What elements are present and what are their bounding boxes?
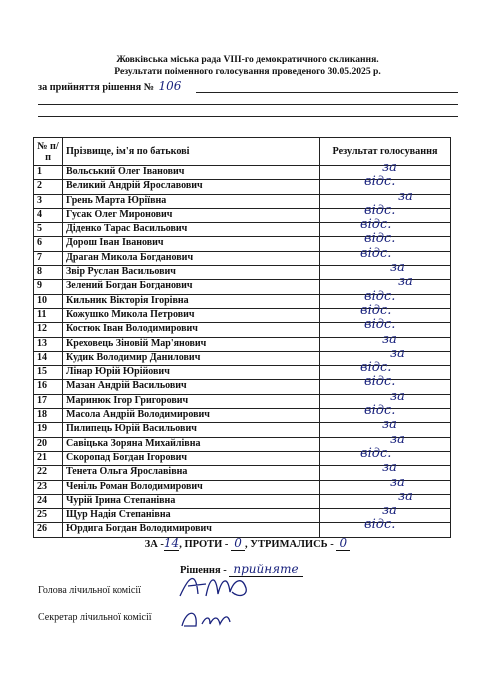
row-vote: за	[382, 417, 397, 433]
secretary-label: Секретар лічильної комісії	[38, 612, 152, 623]
row-name: Гусак Олег Миронович	[63, 208, 320, 222]
row-number: 23	[34, 480, 63, 494]
row-name: Великий Андрій Ярославович	[63, 180, 320, 194]
row-number: 24	[34, 494, 63, 508]
row-vote: відс.	[360, 245, 392, 261]
row-name: Скоропад Богдан Ігорович	[63, 451, 320, 465]
row-name: Мазан Андрій Васильович	[63, 380, 320, 394]
row-vote: відс.	[364, 288, 396, 304]
row-vote: відс.	[360, 302, 392, 318]
row-vote: за	[390, 345, 405, 361]
row-number: 17	[34, 394, 63, 408]
row-number: 4	[34, 208, 63, 222]
against-label: , ПРОТИ -	[179, 539, 229, 550]
row-number: 20	[34, 437, 63, 451]
row-name: Зелений Богдан Богданович	[63, 280, 320, 294]
table-row	[34, 337, 451, 351]
row-number: 19	[34, 423, 63, 437]
for-label: ЗА -	[144, 539, 164, 550]
decision-label: за прийняття рішення №	[38, 82, 154, 93]
row-name: Креховець Зіновій Мар'янович	[63, 337, 320, 351]
row-number: 3	[34, 194, 63, 208]
row-name: Костюк Іван Володимирович	[63, 323, 320, 337]
row-vote: за	[390, 474, 405, 490]
vote-table	[33, 137, 451, 538]
row-number: 25	[34, 509, 63, 523]
table-row	[34, 466, 451, 480]
row-result-cell	[320, 460, 451, 480]
row-vote: за	[390, 431, 405, 447]
document-title-line2: Результати поіменного голосування проведеного 30.05.2025 р.	[114, 66, 381, 77]
table-row	[34, 423, 451, 437]
row-result-cell	[320, 245, 451, 265]
row-vote: відс.	[360, 360, 392, 376]
decision-underline	[196, 92, 458, 93]
row-number: 2	[34, 180, 63, 194]
document-title-line1: Жовківська міська рада VIII-го демократичного скликання.	[116, 54, 379, 65]
row-vote: за	[398, 188, 413, 204]
decision-number: 106	[158, 79, 182, 93]
row-number: 6	[34, 237, 63, 251]
blank-line-2	[38, 116, 458, 117]
row-vote: за	[398, 488, 413, 504]
row-vote: за	[382, 503, 397, 519]
row-name: Тенета Ольга Ярославівна	[63, 466, 320, 480]
blank-line-1	[38, 104, 458, 105]
row-number: 9	[34, 280, 63, 294]
row-vote: за	[382, 460, 397, 476]
row-vote: за	[382, 331, 397, 347]
row-number: 18	[34, 409, 63, 423]
row-number: 21	[34, 451, 63, 465]
row-vote: відс.	[364, 517, 396, 533]
row-vote: за	[390, 260, 405, 276]
row-vote: за	[390, 388, 405, 404]
row-vote: відс.	[364, 231, 396, 247]
row-name: Кожушко Микола Петрович	[63, 308, 320, 322]
row-vote: відс.	[364, 403, 396, 419]
row-name: Юрдига Богдан Володимирович	[63, 523, 320, 537]
row-number: 15	[34, 366, 63, 380]
row-number: 14	[34, 351, 63, 365]
row-name: Маринюк Ігор Григорович	[63, 394, 320, 408]
row-vote: відс.	[360, 445, 392, 461]
row-number: 8	[34, 266, 63, 280]
abstained-count: 0	[336, 536, 350, 551]
row-vote: відс.	[364, 374, 396, 390]
row-result-cell	[320, 474, 451, 494]
row-name: Пилипець Юрій Васильович	[63, 423, 320, 437]
header-result: Результат голосування	[320, 138, 451, 166]
row-vote: відс.	[360, 217, 392, 233]
chair-signature	[176, 568, 256, 604]
row-number: 10	[34, 294, 63, 308]
table-row	[34, 180, 451, 194]
row-name: Грень Марта Юріївна	[63, 194, 320, 208]
row-result-cell	[320, 374, 451, 394]
result-value: прийняте	[229, 562, 302, 577]
row-number: 12	[34, 323, 63, 337]
header-number: № п/п	[34, 138, 63, 166]
row-name: Лінар Юрій Юрійович	[63, 366, 320, 380]
row-vote: відс.	[364, 317, 396, 333]
row-name: Чурій Ірина Степанівна	[63, 494, 320, 508]
abstained-label: , УТРИМАЛИСЬ -	[245, 539, 334, 550]
row-vote: за	[382, 160, 397, 175]
row-name: Ченіль Роман Володимирович	[63, 480, 320, 494]
row-number: 11	[34, 308, 63, 322]
table-row	[34, 380, 451, 394]
row-vote: відс.	[364, 202, 396, 218]
row-name: Вольський Олег Іванович	[63, 166, 320, 180]
table-row	[34, 480, 451, 494]
row-number: 7	[34, 251, 63, 265]
table-row	[34, 251, 451, 265]
row-name: Кудик Володимир Данилович	[63, 351, 320, 365]
row-result-cell	[320, 417, 451, 437]
row-name: Дорош Іван Іванович	[63, 237, 320, 251]
secretary-signature	[176, 604, 236, 634]
row-number: 16	[34, 380, 63, 394]
table-row	[34, 266, 451, 280]
row-number: 5	[34, 223, 63, 237]
against-count: 0	[231, 536, 245, 551]
row-number: 22	[34, 466, 63, 480]
row-name: Звір Руслан Васильович	[63, 266, 320, 280]
for-count: 14	[163, 536, 180, 550]
result-label: Рішення -	[180, 565, 227, 576]
row-name: Драган Микола Богданович	[63, 251, 320, 265]
row-result-cell	[320, 331, 451, 351]
row-number: 13	[34, 337, 63, 351]
row-vote: відс.	[364, 174, 396, 190]
vote-totals	[0, 536, 495, 551]
header-name: Прізвище, ім'я по батькові	[63, 138, 320, 166]
row-name: Кильник Вікторія Ігорівна	[63, 294, 320, 308]
decision-line	[38, 79, 181, 93]
row-number: 26	[34, 523, 63, 537]
row-result-cell	[320, 260, 451, 280]
row-result-cell	[320, 174, 451, 194]
row-name: Щур Надія Степанівна	[63, 509, 320, 523]
row-name: Савіцька Зоряна Михайлівна	[63, 437, 320, 451]
row-vote: за	[398, 274, 413, 290]
row-number: 1	[34, 166, 63, 180]
row-name: Масола Андрій Володимирович	[63, 409, 320, 423]
row-name: Діденко Тарас Васильович	[63, 223, 320, 237]
chair-label: Голова лічильної комісії	[38, 585, 141, 596]
